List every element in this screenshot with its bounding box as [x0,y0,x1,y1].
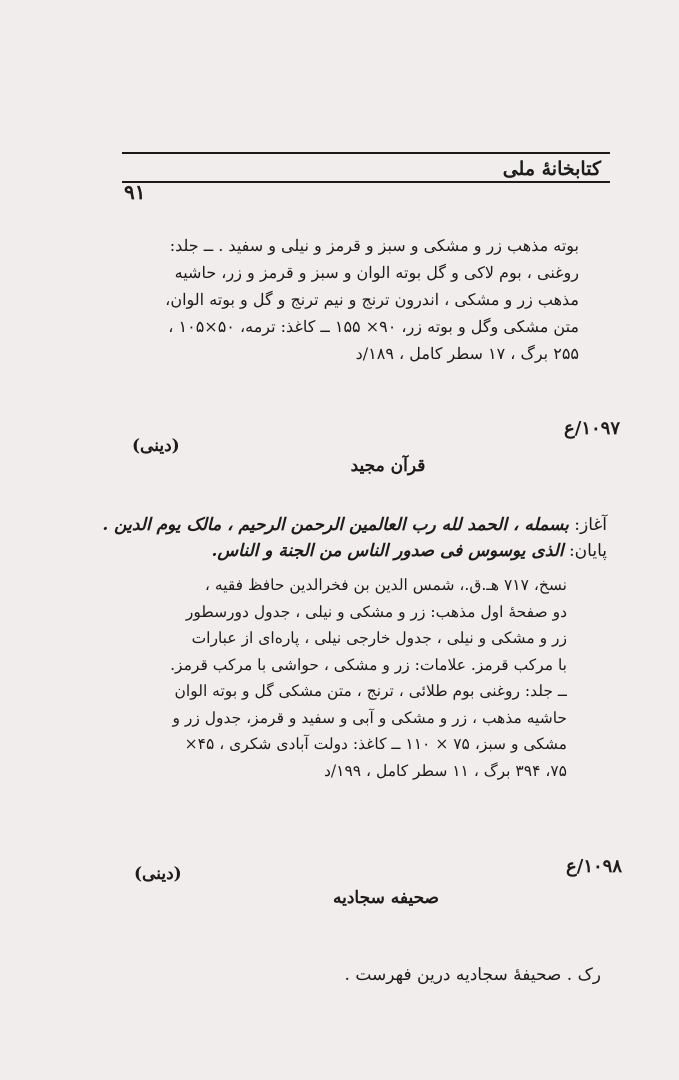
explicit-line [67,538,607,564]
incipit-line [67,512,607,538]
explicit-text: الذی یوسوس فی صدور الناس من الجنة و الناس. [211,541,564,561]
description-line: زر و مشکی و نیلی ، جدول خارجی نیلی ، پاره‌ای از عبارات [191,629,567,647]
explicit-label: پایان: [563,541,607,561]
page-number: ۹۱ [124,180,146,204]
description-line: با مرکب قرمز. علامات: زر و مشکی ، حواشی با مرکب قرمز. [170,655,567,674]
library-name: کتابخانهٔ ملی [502,158,601,180]
continuation-paragraph [129,232,579,367]
description-line: حاشیه مذهب ، زر و مشکی و آبی و سفید و قرمز، جدول زر و [172,708,567,727]
continuation-line: ۲۵۵ برگ ، ۱۷ سطر کامل ، ۱۸۹/د [355,344,579,363]
continuation-line: مذهب زر و مشکی ، اندرون ترنج و نیم ترنج و گل و بوته الوان، [165,290,579,309]
continuation-line: متن مشکی وگل و بوته زر، ۹۰× ۱۵۵ ــ کاغذ: ترمه، ۵۰×۱۰۵ ، [168,317,579,336]
entry-incipit [67,512,607,564]
continuation-line: بوته مذهب زر و مشکی و سبز و قرمز و نیلی و سفید . ــ جلد: [169,236,579,255]
entry-category: (دینی) [132,436,180,456]
continuation-line: روغنی ، بوم لاکی و گل بوته الوان و سبز و قرمز و زر، حاشیه [174,263,579,282]
incipit-text: بسمله ، الحمد لله رب العالمین الرحمن الرحیم ، مالک یوم الدین . [102,515,569,535]
entry-title: قرآن مجید [350,456,426,476]
cross-reference-note: رک . صحیفهٔ سجادیه درین فهرست . [344,965,601,985]
description-line: ۷۵، ۳۹۴ برگ ، ۱۱ سطر کامل ، ۱۹۹/د [324,761,567,780]
entry-id: ۱۰۹۸/ع [566,856,622,877]
incipit-label: آغاز: [568,515,607,535]
description-line: مشکی و سبز، ۷۵ × ۱۱۰ ــ کاغذ: دولت آبادی شکری ، ۴۵× [184,735,567,753]
description-line: دو صفحهٔ اول مذهب: زر و مشکی و نیلی ، جدول دورسطور [185,602,567,621]
description-line: ــ جلد: روغنی بوم طلائی ، ترنج ، متن مشکی گل و بوته الوان [174,682,567,700]
description-line: نسخ، ۷۱۷ هـ.ق.، شمس الدین بن فخرالدین حافظ فقیه ، [204,576,567,594]
header-bottom-rule [122,181,610,183]
entry-title: صحیفه سجادیه [333,888,439,908]
entry-description [137,572,567,784]
entry-id: ۱۰۹۷/ع [564,418,620,439]
header-top-rule [122,152,610,154]
entry-category: (دینی) [134,864,182,884]
